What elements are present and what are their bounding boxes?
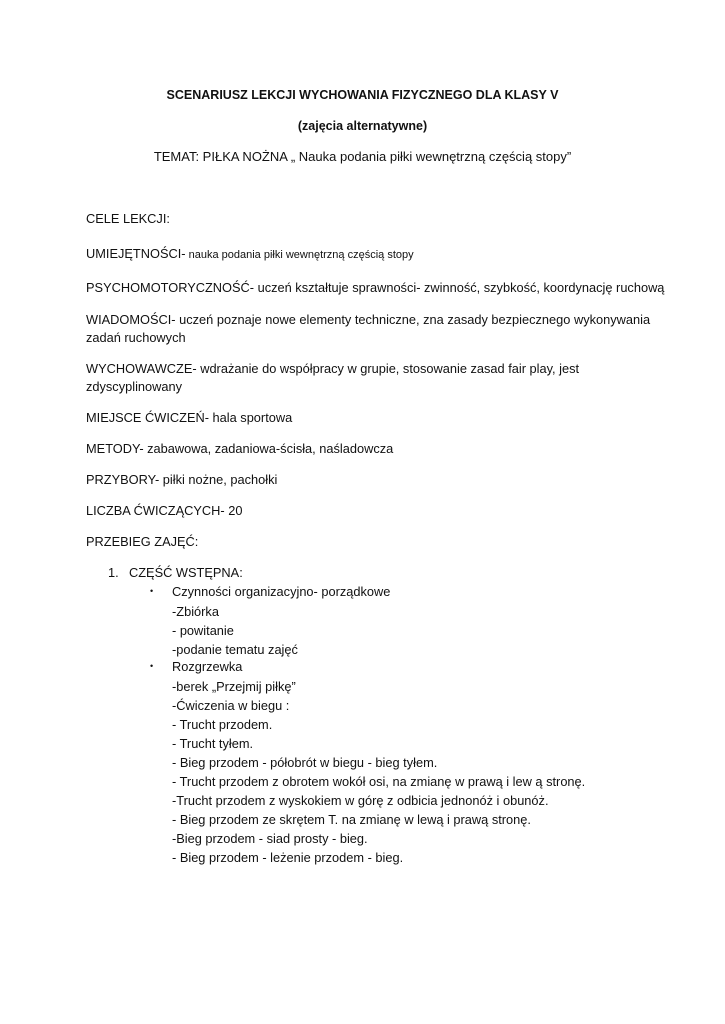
bullet1-list bbox=[172, 602, 298, 659]
list-item: -Bieg przodem - siad prosty - bieg. bbox=[172, 831, 368, 846]
section-number: 1. bbox=[108, 565, 119, 580]
section-title: CZĘŚĆ WSTĘPNA: bbox=[129, 565, 243, 580]
list-item: - Bieg przodem - leżenie przodem - bieg. bbox=[172, 850, 404, 865]
goal-knowledge-line1: WIADOMOŚCI- uczeń poznaje nowe elementy techniczne, zna zasady bezpiecznego wykonywania bbox=[86, 312, 651, 327]
goal-educational-line1: WYCHOWAWCZE- wdrażanie do współpracy w grupie, stosowanie zasad fair play, jest bbox=[86, 361, 580, 376]
list-item: - Bieg przodem - półobrót w biegu - bieg tyłem. bbox=[172, 755, 438, 770]
goal-psychomotor: PSYCHOMOTORYCZNOŚĆ- uczeń kształtuje sprawności- zwinność, szybkość, koordynację ruchową bbox=[86, 280, 665, 295]
goal-skills-text: nauka podania piłki wewnętrzną częścią stopy bbox=[185, 249, 414, 261]
document-subtitle: (zajęcia alternatywne) bbox=[297, 119, 428, 133]
list-item: - powitanie bbox=[172, 623, 234, 638]
equipment: PRZYBORY- piłki nożne, pachołki bbox=[86, 472, 278, 487]
goal-knowledge-line2: zadań ruchowych bbox=[86, 330, 186, 345]
list-item: -berek „Przejmij piłkę” bbox=[172, 679, 296, 694]
course-heading: PRZEBIEG ZAJĘĆ: bbox=[86, 534, 199, 549]
list-item: - Trucht tyłem. bbox=[172, 736, 254, 751]
bullet1-title: Czynności organizacyjno- porządkowe bbox=[172, 584, 391, 599]
goal-educational-line2: zdyscyplinowany bbox=[86, 379, 183, 394]
goal-skills-label: UMIEJĘTNOŚCI- bbox=[86, 246, 186, 261]
bullet2-list bbox=[172, 677, 585, 867]
bullet2-title: Rozgrzewka bbox=[172, 659, 243, 674]
goal-skills bbox=[86, 244, 414, 265]
exercise-place: MIEJSCE ĆWICZEŃ- hala sportowa bbox=[86, 410, 293, 425]
list-item: -podanie tematu zajęć bbox=[172, 642, 298, 657]
list-item: -Trucht przodem z wyskokiem w górę z odbicia jednonóż i obunóż. bbox=[172, 793, 549, 808]
list-item: - Trucht przodem z obrotem wokół osi, na zmianę w prawą i lew ą stronę. bbox=[172, 774, 586, 789]
list-item: -Zbiórka bbox=[172, 604, 219, 619]
list-item: -Ćwiczenia w biegu : bbox=[172, 698, 290, 713]
document-title: SCENARIUSZ LEKCJI WYCHOWANIA FIZYCZNEGO DLA KLASY V bbox=[166, 88, 559, 102]
list-item: - Bieg przodem ze skrętem T. na zmianę w lewą i prawą stronę. bbox=[172, 812, 531, 827]
list-item: - Trucht przodem. bbox=[172, 717, 273, 732]
lesson-topic: TEMAT: PIŁKA NOŻNA „ Nauka podania piłki wewnętrzną częścią stopy” bbox=[153, 149, 572, 164]
bullet-icon: • bbox=[150, 586, 154, 596]
goals-heading: CELE LEKCJI: bbox=[86, 211, 170, 226]
methods: METODY- zabawowa, zadaniowa-ścisła, naśladowcza bbox=[86, 441, 394, 456]
bullet-icon: • bbox=[150, 661, 154, 671]
participant-count: LICZBA ĆWICZĄCYCH- 20 bbox=[86, 503, 243, 518]
